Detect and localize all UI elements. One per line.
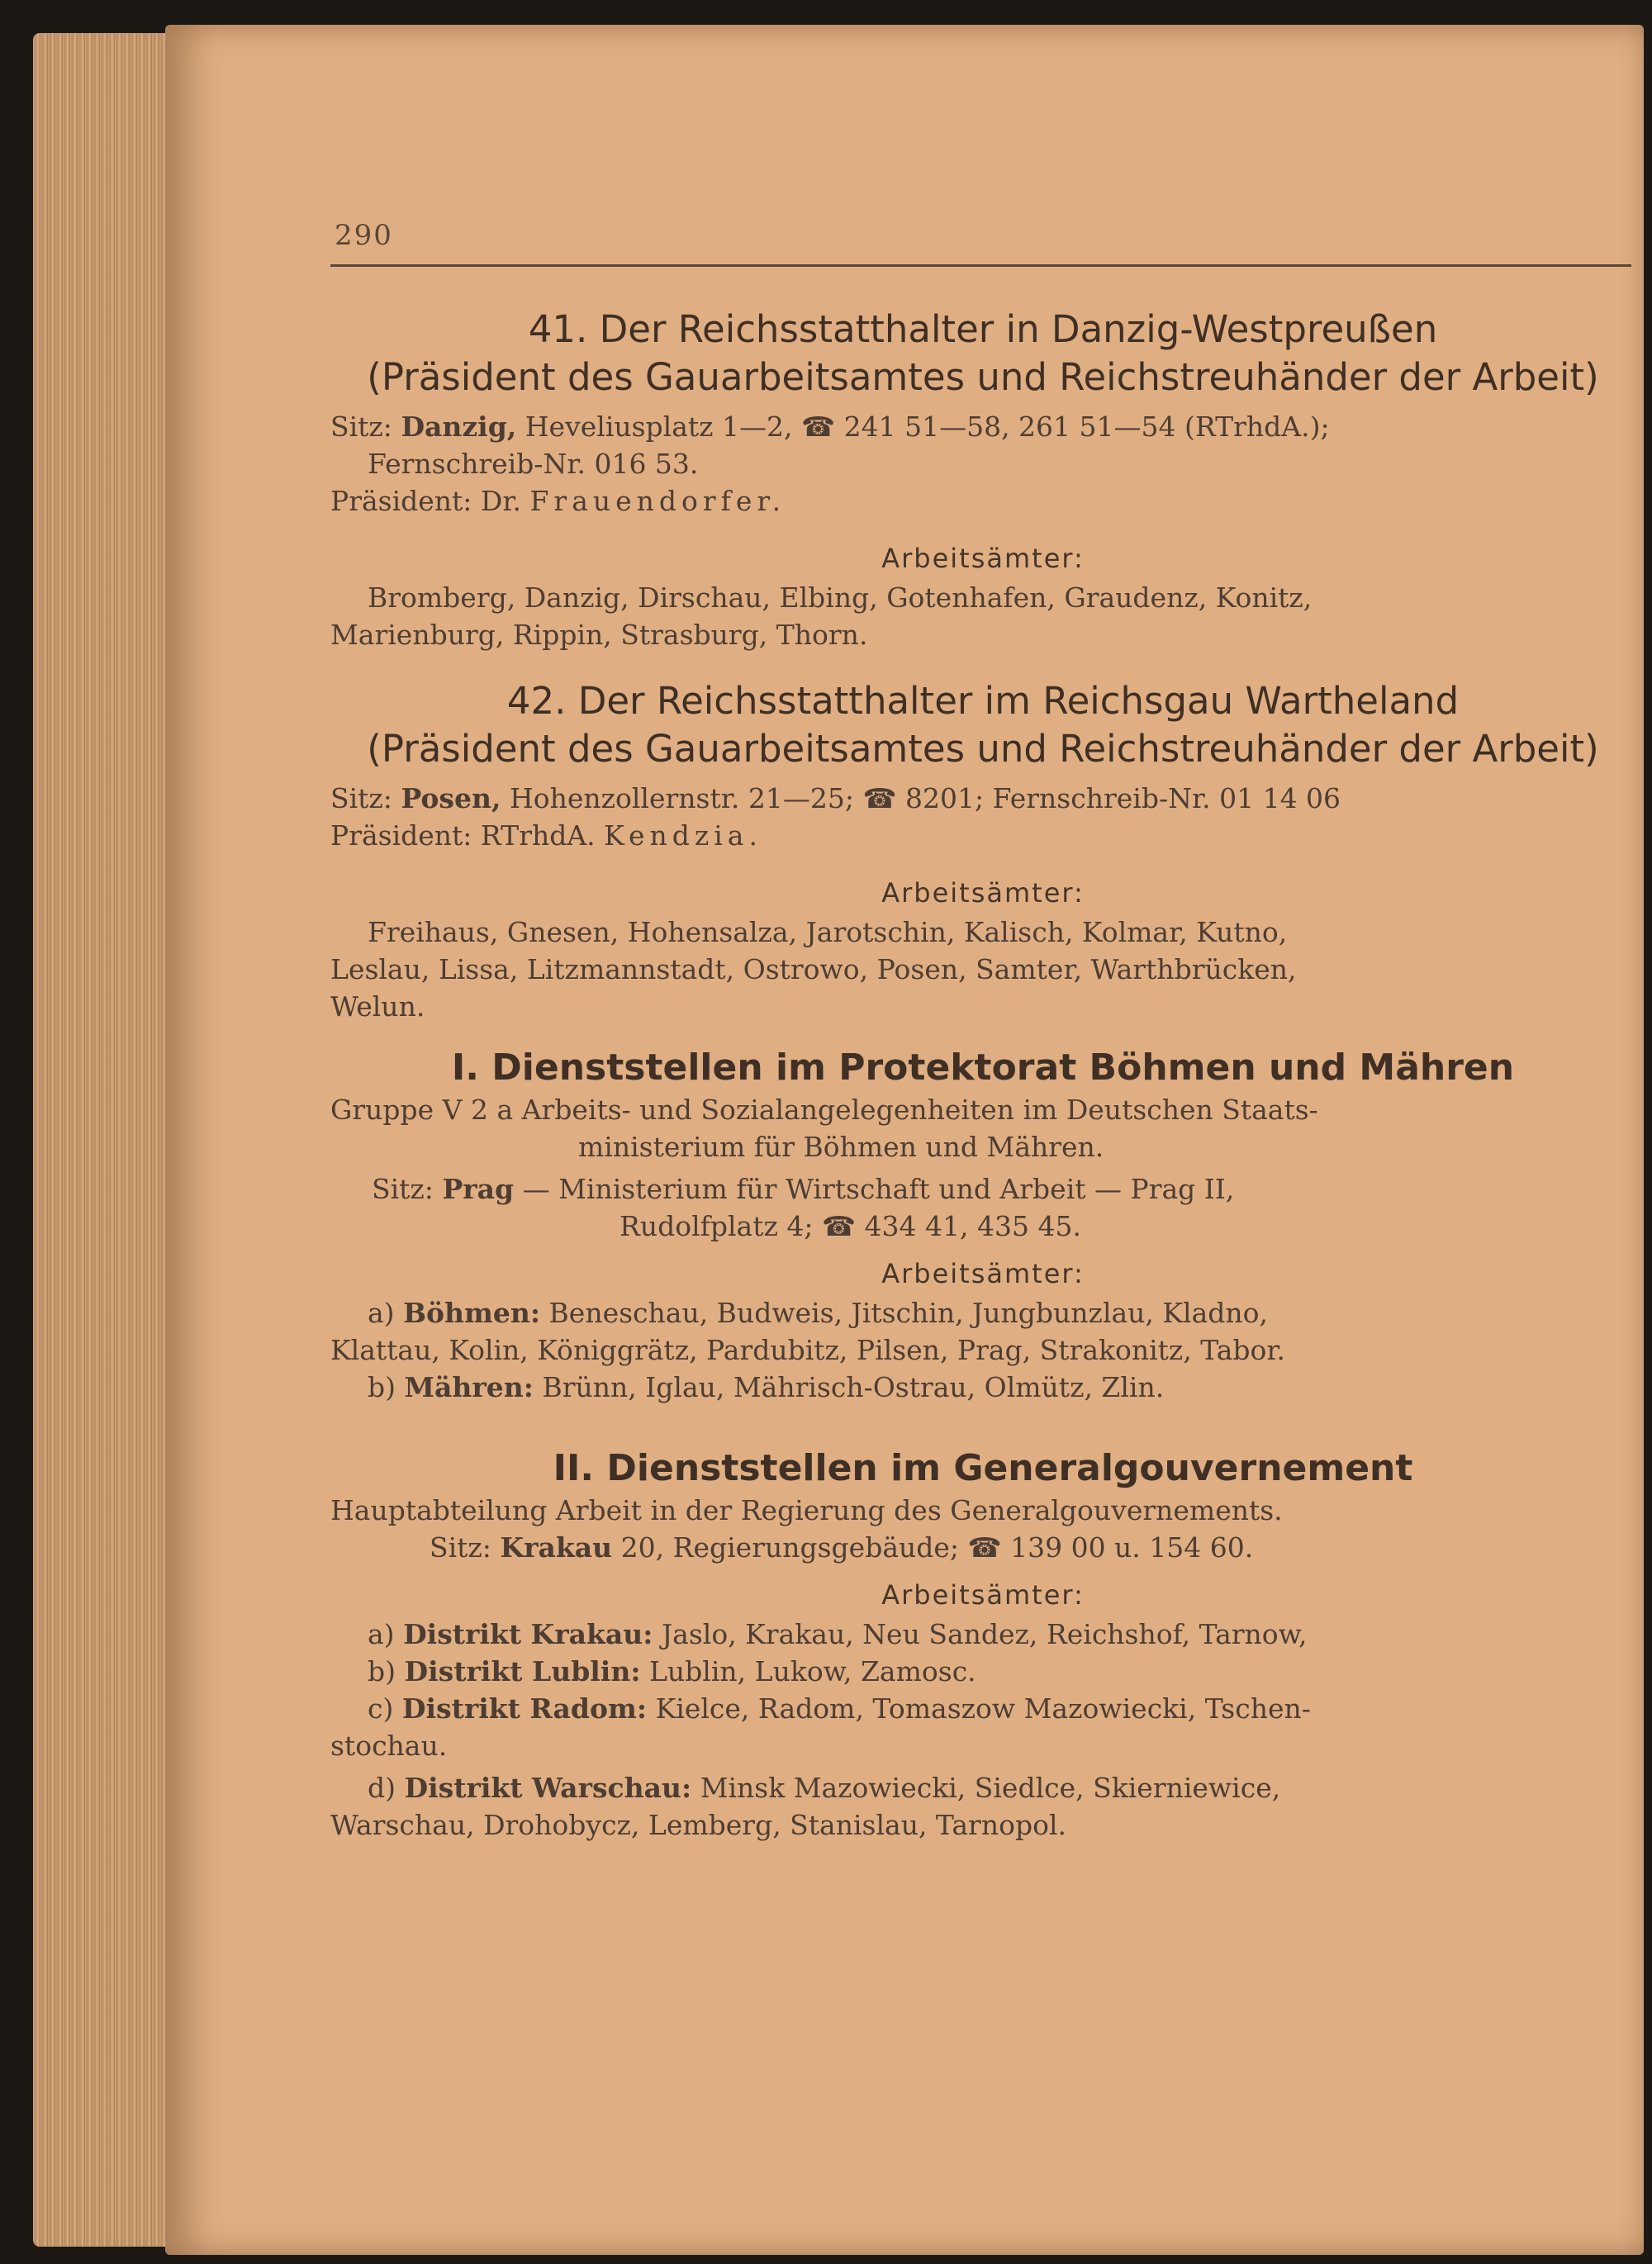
praesident-label: Präsident: Dr. — [330, 485, 522, 517]
section-I — [330, 1045, 1635, 1406]
section-41-title-line2: (Präsident des Gauarbeitsamtes und Reichstreuhänder der Arbeit) — [367, 355, 1599, 399]
section-41-aemter-line2: Marienburg, Rippin, Strasburg, Thorn. — [330, 619, 868, 651]
item-c-region: Distrikt Radom: — [401, 1692, 648, 1725]
section-42-title-line2: (Präsident des Gauarbeitsamtes und Reichstreuhänder der Arbeit) — [367, 727, 1599, 771]
book-page — [165, 25, 1644, 2255]
section-42-sitz — [330, 780, 1635, 817]
header-rule — [330, 264, 1631, 267]
sitz-label: Sitz: — [330, 782, 392, 814]
section-I-line1: Gruppe V 2 a Arbeits- und Sozialangelegenheiten im Deutschen Staats- — [330, 1094, 1318, 1126]
section-I-arbeitsaemter-heading: Arbeitsämter: — [881, 1258, 1085, 1289]
section-II-item-c-line2: stochau. — [330, 1730, 448, 1762]
page-number: 290 — [335, 219, 393, 252]
section-I-item-a-line2: Klattau, Kolin, Königgrätz, Pardubitz, Pilsen, Prag, Strakonitz, Tabor. — [330, 1334, 1286, 1366]
section-II-sitz — [330, 1529, 1635, 1566]
section-41-sitz — [330, 408, 1635, 445]
sitz-label: Sitz: — [330, 411, 392, 443]
section-II-arbeitsaemter-heading: Arbeitsämter: — [881, 1579, 1085, 1611]
sitz-city: Posen, — [401, 782, 501, 814]
section-II-item-d — [330, 1769, 1635, 1806]
item-d-region: Distrikt Warschau: — [404, 1772, 692, 1804]
section-41-aemter-line1: Bromberg, Danzig, Dirschau, Elbing, Gotenhafen, Graudenz, Konitz, — [368, 581, 1313, 614]
item-b-text: Brünn, Iglau, Mährisch-Ostrau, Olmütz, Zlin. — [542, 1371, 1165, 1403]
section-42-praesident — [330, 817, 1635, 854]
item-a-text: Beneschau, Budweis, Jitschin, Jungbunzlau, Kladno, — [548, 1297, 1269, 1329]
item-a-region: Böhmen: — [403, 1297, 541, 1329]
section-I-sitz — [330, 1170, 1635, 1208]
item-a-label: a) — [368, 1297, 395, 1329]
section-42-title-line1: 42. Der Reichsstatthalter im Reichsgau Wartheland — [506, 679, 1460, 723]
praesident-name: Frauendorfer. — [529, 485, 786, 517]
item-d-label: d) — [368, 1772, 396, 1804]
section-41 — [330, 306, 1635, 653]
section-I-sitz-line2: Rudolfplatz 4; ☎ 434 41, 435 45. — [620, 1210, 1081, 1242]
item-a-region: Distrikt Krakau: — [403, 1618, 653, 1650]
section-II-line1: Hauptabteilung Arbeit in der Regierung des Generalgouvernements. — [330, 1494, 1283, 1526]
sitz-address: 20, Regierungsgebäude; ☎ 139 00 u. 154 60. — [620, 1531, 1254, 1564]
praesident-name: Kendzia. — [604, 819, 762, 852]
section-II-item-c — [330, 1690, 1635, 1727]
item-b-region: Mähren: — [404, 1371, 534, 1403]
section-II-item-d-line2: Warschau, Drohobycz, Lemberg, Stanislau, Tarnopol. — [330, 1809, 1066, 1841]
section-41-fernschreib: Fernschreib-Nr. 016 53. — [368, 448, 699, 480]
sitz-label: Sitz: — [430, 1531, 491, 1564]
section-41-arbeitsaemter-heading: Arbeitsämter: — [881, 543, 1085, 574]
section-42-arbeitsaemter-heading: Arbeitsämter: — [881, 877, 1085, 909]
section-II-title: II. Dienststellen im Generalgouvernement — [553, 1447, 1413, 1489]
item-b-label: b) — [368, 1371, 396, 1403]
section-I-line2: ministerium für Böhmen und Mähren. — [578, 1131, 1104, 1163]
praesident-label: Präsident: RTrhdA. — [330, 819, 596, 852]
section-42-aemter-line3: Welun. — [330, 990, 425, 1023]
section-42-aemter-line2: Leslau, Lissa, Litzmannstadt, Ostrowo, Posen, Samter, Warthbrücken, — [330, 953, 1297, 985]
section-I-title: I. Dienststellen im Protektorat Böhmen und Mähren — [451, 1047, 1515, 1089]
sitz-address: Hohenzollernstr. 21—25; ☎ 8201; Fernschreib-Nr. 01 14 06 — [509, 782, 1341, 814]
item-b-region: Distrikt Lublin: — [404, 1655, 641, 1687]
sitz-city: Prag — [442, 1173, 515, 1205]
item-a-label: a) — [368, 1618, 395, 1650]
item-c-text: Kielce, Radom, Tomaszow Mazowiecki, Tschen- — [655, 1692, 1311, 1725]
sitz-address: Heveliusplatz 1—2, ☎ 241 51—58, 261 51—54 (RTrhdA.); — [525, 411, 1330, 443]
section-41-praesident — [330, 482, 1635, 520]
section-41-title-line1: 41. Der Reichsstatthalter in Danzig-Westpreußen — [528, 307, 1438, 351]
sitz-city: Krakau — [500, 1531, 613, 1564]
section-I-item-a — [330, 1294, 1635, 1331]
item-a-text: Jaslo, Krakau, Neu Sandez, Reichshof, Tarnow, — [661, 1618, 1308, 1650]
sitz-city: Danzig, — [401, 411, 517, 443]
sitz-label: Sitz: — [372, 1173, 434, 1205]
item-b-text: Lublin, Lukow, Zamosc. — [649, 1655, 976, 1687]
item-d-text: Minsk Mazowiecki, Siedlce, Skierniewice, — [700, 1772, 1281, 1804]
sitz-address: — Ministerium für Wirtschaft und Arbeit — Prag II, — [522, 1173, 1235, 1205]
item-b-label: b) — [368, 1655, 396, 1687]
section-II-item-b — [330, 1653, 1635, 1690]
section-II-item-a — [330, 1616, 1635, 1653]
item-c-label: c) — [368, 1692, 394, 1725]
section-42-aemter-line1: Freihaus, Gnesen, Hohensalza, Jarotschin, Kalisch, Kolmar, Kutno, — [368, 916, 1288, 948]
section-II — [330, 1445, 1635, 1844]
section-I-item-b — [330, 1369, 1635, 1406]
section-42 — [330, 677, 1635, 1025]
